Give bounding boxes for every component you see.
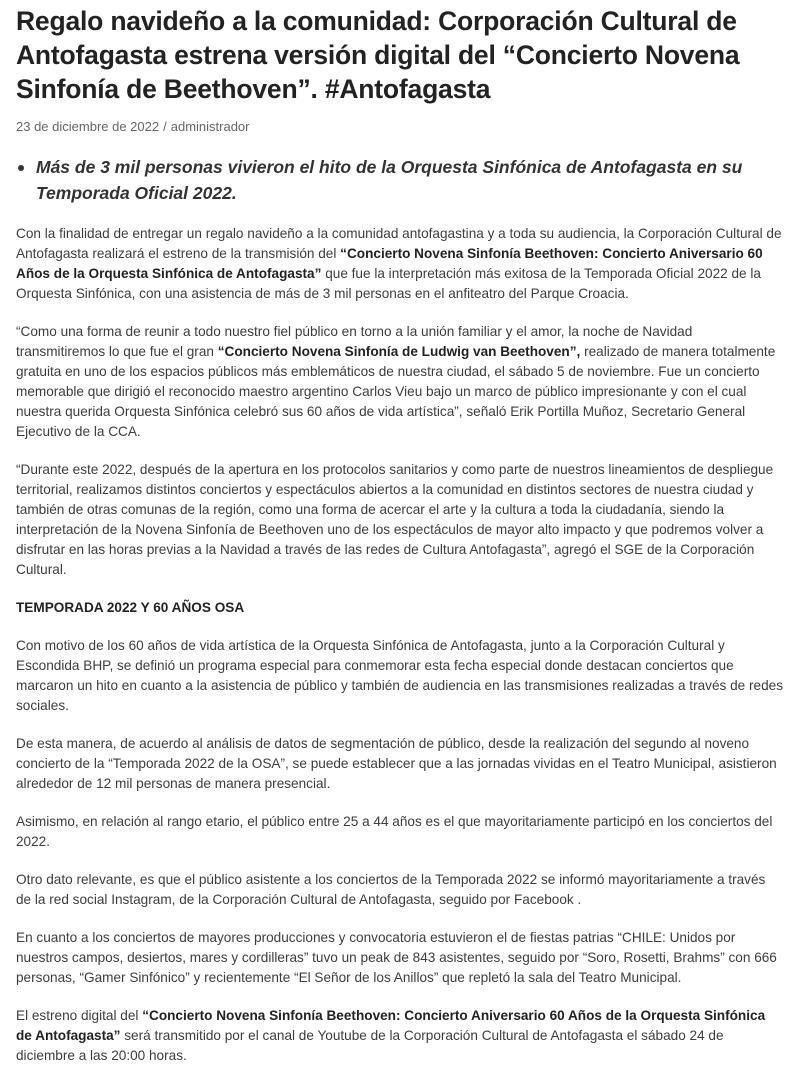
section-heading: TEMPORADA 2022 Y 60 AÑOS OSA [16, 600, 245, 615]
paragraph-9-bold: “Concierto Novena Sinfonía Beethoven: Concierto Aniversario 60 Años de la Orquesta Sinfónica de Antofagasta” [16, 1008, 766, 1043]
paragraph-2-text-a: “Como una forma de reunir a todo nuestro fiel público en torno a la unión familiar y el amor, la noche de Navidad transmitiremos lo que fue el gran [16, 324, 693, 359]
paragraph-2 [16, 322, 784, 442]
lead-list [16, 154, 784, 206]
paragraph-2-text-c: realizado de manera totalmente gratuita en uno de los espacios públicos más emblemáticos de nuestra ciudad, el sábado 5 de noviembre. Fue un concierto memorable que dirigió el reconocido maestro argentino Carlos Vieu bajo un marco de público impresionante y con el cual nuestra querida Orquesta Sinfónica celebró sus 60 años de vida artística”, señaló Erik Portilla Muñoz, Secretario General Ejecutivo de la CCA. [16, 344, 776, 439]
paragraph-5: De esta manera, de acuerdo al análisis de datos de segmentación de público, desde la realización del segundo al noveno concierto de la “Temporada 2022 de la OSA”, se puede establecer que a las jornadas vividas en el Teatro Municipal, asistieron alrededor de 12 mil personas de manera presencial. [16, 736, 777, 791]
lead-bullet: Más de 3 mil personas vivieron el hito de la Orquesta Sinfónica de Antofagasta en su Temporada Oficial 2022. [16, 154, 784, 206]
paragraph-9 [16, 1006, 784, 1066]
paragraph-4: Con motivo de los 60 años de vida artística de la Orquesta Sinfónica de Antofagasta, junto a la Corporación Cultural y Escondida BHP, se definió un programa especial para conmemorar esta fecha especial donde destacan conciertos que marcaron un hito en cuanto a la asistencia de público y también de audiencia en las transmisiones realizadas a través de redes sociales. [16, 638, 783, 713]
paragraph-3: “Durante este 2022, después de la apertura en los protocolos sanitarios y como parte de nuestros lineamientos de despliegue territorial, realizamos distintos conciertos y espectáculos abiertos a la comunidad en distintos sectores de nuestra ciudad y también de otras comunas de la región, como una forma de acercar el arte y la cultura a toda la ciudadanía, siendo la interpretación de la Novena Sinfonía de Beethoven uno de los espectáculos de mayor alto impacto y que podremos volver a disfrutar en las horas previas a la Navidad a través de las redes de Cultura Antofagasta”, agregó el SGE de la Corporación Cultural. [16, 462, 774, 577]
paragraph-1-text-a: Con la finalidad de entregar un regalo navideño a la comunidad antofagastina y a toda su audiencia, la Corporación Cultural de Antofagasta realizará el estreno de la transmisión del [16, 226, 782, 261]
paragraph-1-bold: “Concierto Novena Sinfonía Beethoven: Concierto Aniversario 60 Años de la Orquesta Sinfónica de Antofagasta” [16, 246, 763, 281]
paragraph-9-text-c: será transmitido por el canal de Youtube de la Corporación Cultural de Antofagasta el sábado 24 de diciembre a las 20:00 horas. [16, 1028, 724, 1063]
post-author[interactable]: administrador [170, 119, 250, 134]
paragraph-2-bold: “Concierto Novena Sinfonía de Ludwig van Beethoven”, [217, 344, 581, 359]
paragraph-1-text-c: que fue la interpretación más exitosa de la Temporada Oficial 2022 de la Orquesta Sinfónica, con una asistencia de más de 3 mil personas en el anfiteatro del Parque Croacia. [16, 266, 761, 301]
post-date[interactable]: 23 de diciembre de 2022 [16, 119, 160, 134]
paragraph-6: Asimismo, en relación al rango etario, el público entre 25 a 44 años es el que mayoritariamente participó en los conciertos del 2022. [16, 814, 773, 849]
paragraph-7: Otro dato relevante, es que el público asistente a los conciertos de la Temporada 2022 se informó mayoritariamente a través de la red social Instagram, de la Corporación Cultural de Antofagasta, seguido por Facebook . [16, 872, 766, 907]
paragraph-8: En cuanto a los conciertos de mayores producciones y convocatoria estuvieron el de fiestas patrias “CHILE: Unidos por nuestros campos, desiertos, mares y cordilleras” tuvo un peak de 843 asistentes, seguido por “Soro, Rosetti, Brahms” con 666 personas, “Gamer Sinfónico” y recientemente “El Señor de los Anillos” que repletó la sala del Teatro Municipal. [16, 930, 777, 985]
meta-separator: / [163, 119, 167, 134]
article-title: Regalo navideño a la comunidad: Corporación Cultural de Antofagasta estrena versión digital del “Concierto Novena Sinfonía de Beethoven”. #Antofagasta [16, 6, 740, 104]
paragraph-1 [16, 224, 784, 304]
paragraph-9-text-a: El estreno digital del [16, 1008, 143, 1023]
article-meta [16, 118, 784, 136]
